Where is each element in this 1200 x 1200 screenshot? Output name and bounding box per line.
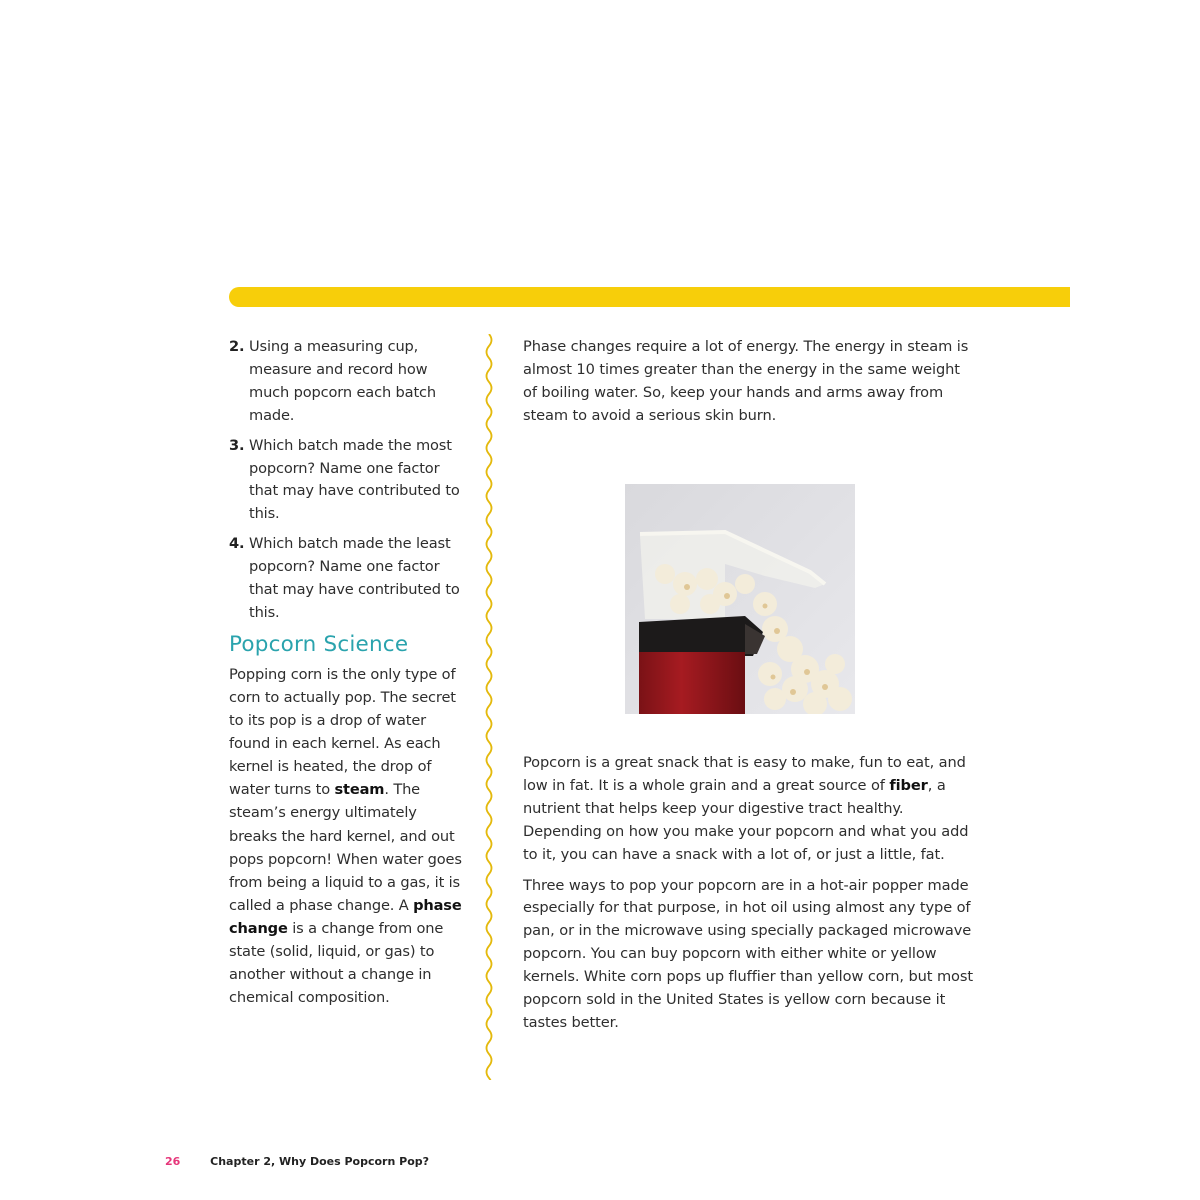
- text-run: Popcorn is a great snack that is easy to make, fun to eat, and low in fat. It is a whole grain and a great source of: [523, 754, 966, 794]
- right-column: [523, 336, 975, 436]
- step-text: Which batch made the most popcorn? Name one factor that may have contributed to this.: [249, 436, 460, 523]
- popping-methods-paragraph: Three ways to pop your popcorn are in a hot-air popper made especially for that purpose, in hot oil using almost any type of pan, or in the microwave using specially packaged microwave popcorn. You can buy popcorn with either white or yellow kernels. White corn pops up fluffier than yellow corn, but most popcorn sold in the United States is yellow corn because it tastes better.: [523, 876, 974, 1031]
- phase-change-paragraph: Phase changes require a lot of energy. The energy in steam is almost 10 times greater than the energy in the same weight of boiling water. So, keep your hands and arms away from steam to avoid a serious skin burn.: [523, 338, 969, 424]
- page-number: 26: [165, 1155, 181, 1168]
- left-column: [229, 336, 469, 1009]
- step-number: 3.: [229, 436, 245, 454]
- nutrition-paragraph: [523, 752, 975, 867]
- text-run: . The steam’s energy ultimately breaks the hard kernel, and out pops popcorn! When water goes from being a liquid to a gas, it is called a phase change. A: [229, 781, 462, 914]
- section-title: Popcorn Science: [229, 631, 409, 657]
- chapter-title: Chapter 2, Why Does Popcorn Pop?: [210, 1155, 430, 1168]
- right-column-lower: [523, 752, 975, 1043]
- step-text: Using a measuring cup, measure and record how much popcorn each batch made.: [249, 338, 437, 424]
- term-steam: steam: [334, 781, 385, 799]
- popcorn-popper-photo: [625, 484, 855, 714]
- page-footer: [165, 1155, 429, 1168]
- term-phase-change: phase change: [229, 896, 462, 937]
- term-fiber: fiber: [889, 776, 928, 794]
- science-paragraph: [229, 663, 469, 1009]
- step-item: [229, 533, 469, 625]
- step-item: [229, 435, 469, 527]
- photo-illustration: [625, 484, 855, 714]
- step-number: 2.: [229, 338, 245, 355]
- text-run: Popping corn is the only type of corn to actually pop. The secret to its pop is a drop of water found in each kernel. As each kernel is heated, the drop of water turns to: [229, 665, 456, 799]
- text-run: , a nutrient that helps keep your digestive tract healthy. Depending on how you make your popcorn and what you add to it, you can have a snack with a lot of, or just a little, fat.: [523, 776, 969, 863]
- accent-bar: [229, 287, 1070, 307]
- text-run: is a change from one state (solid, liquid, or gas) to another without a change in chemical composition.: [229, 919, 444, 1007]
- step-text: Which batch made the least popcorn? Name one factor that may have contributed to this.: [249, 535, 460, 621]
- wavy-divider: [482, 334, 496, 1080]
- step-item: [229, 336, 469, 428]
- step-number: 4.: [229, 535, 245, 553]
